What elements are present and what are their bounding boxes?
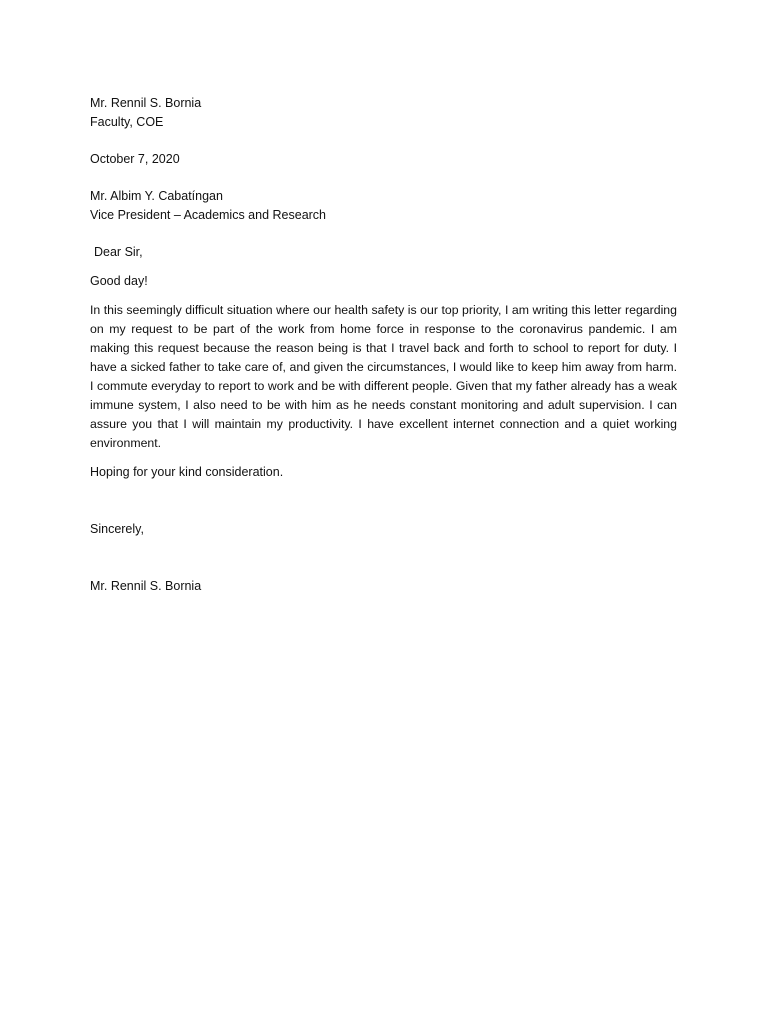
recipient-name: Mr. Albim Y. Cabatíngan [90, 189, 223, 203]
closing-request: Hoping for your kind consideration. [90, 465, 284, 479]
sender-name: Mr. Rennil S. Bornia [90, 96, 202, 110]
sender-block [90, 94, 677, 132]
sender-position: Faculty, COE [90, 115, 164, 129]
letter-date: October 7, 2020 [90, 152, 180, 166]
recipient-position: Vice President – Academics and Research [90, 208, 327, 222]
closing: Sincerely, [90, 522, 144, 536]
letter-content [90, 94, 677, 596]
greeting: Good day! [90, 274, 148, 288]
salutation: Dear Sir, [94, 245, 143, 259]
signature-name: Mr. Rennil S. Bornia [90, 579, 202, 593]
recipient-block [90, 187, 677, 225]
body-paragraph: In this seemingly difficult situation where our health safety is our top priority, I am writing this letter regarding on my request to be part of the work from home force in response to the coronavirus pandemic. I am making this request because the reason being is that I travel back and forth to school to report for duty. I have a sicked father to take care of, and given the circumstances, I would like to keep him away from harm. I commute everyday to report to work and be with different people. Given that my father already has a weak immune system, I also need to be with him as he needs constant monitoring and adult supervision. I can assure you that I will maintain my productivity. I have excellent internet connection and a quiet working environment. [90, 303, 677, 450]
